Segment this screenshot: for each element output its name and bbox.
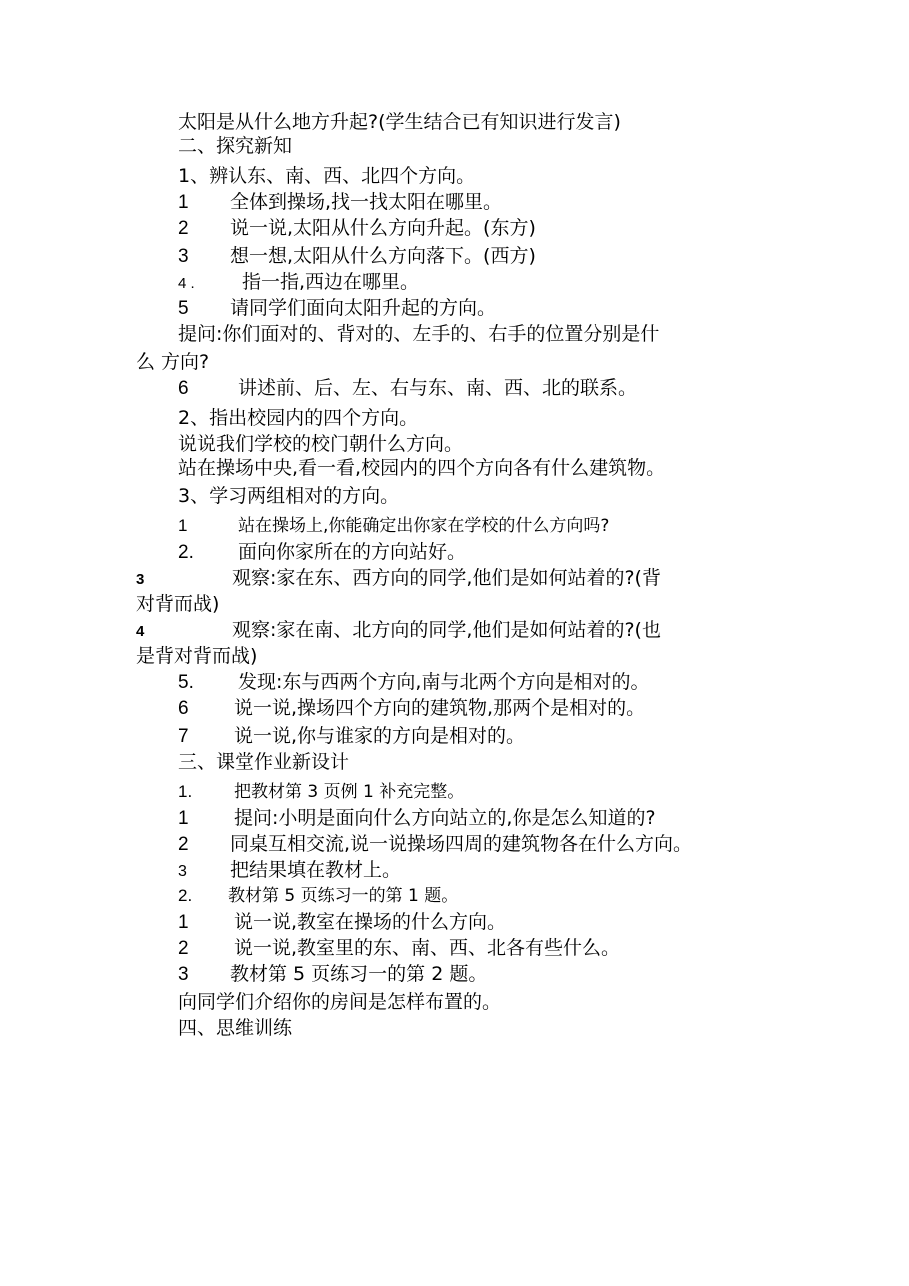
item-number: 2. xyxy=(178,886,193,905)
list-item xyxy=(136,618,661,644)
text-line xyxy=(136,644,257,668)
item-number: 3 xyxy=(136,571,145,588)
item-text: 说一说,你与谁家的方向是相对的。 xyxy=(234,725,526,747)
item-text: 教材第 5 页练习一的第 2 题。 xyxy=(230,963,488,985)
item-number: 4 xyxy=(136,623,145,640)
item-number: 1 xyxy=(178,912,189,933)
list-item xyxy=(178,884,458,908)
line-text: 么 方向? xyxy=(136,351,210,373)
text-line xyxy=(178,432,463,456)
item-text: 说一说,操场四个方向的建筑物,那两个是相对的。 xyxy=(234,697,646,719)
item-number: 2 xyxy=(178,834,189,855)
line-text: 向同学们介绍你的房间是怎样布置的。 xyxy=(178,991,502,1013)
item-text: 面向你家所在的方向站好。 xyxy=(238,541,467,563)
item-text: 提问:小明是面向什么方向站立的,你是怎么知道的? xyxy=(234,807,656,829)
list-item xyxy=(178,540,466,565)
item-text: 请同学们面向太阳升起的方向。 xyxy=(230,297,497,319)
list-item xyxy=(178,806,656,831)
item-text: 全体到操场,找一找太阳在哪里。 xyxy=(230,191,503,213)
text-line xyxy=(136,592,219,616)
item-number: 5 xyxy=(178,298,189,319)
item-text: 教材第 5 页练习一的第 1 题。 xyxy=(228,886,459,906)
subsection-heading xyxy=(178,406,418,430)
section-heading xyxy=(178,750,349,774)
list-item xyxy=(178,216,536,241)
list-item xyxy=(178,514,609,538)
item-number: 3 xyxy=(178,964,189,985)
item-number: 1 xyxy=(178,516,188,535)
list-item xyxy=(178,936,620,961)
item-text: 观察:家在南、北方向的同学,他们是如何站着的?(也 xyxy=(232,619,661,641)
item-text: 指一指,西边在哪里。 xyxy=(242,271,420,293)
line-text: 提问:你们面对的、背对的、左手的、右手的位置分别是什 xyxy=(178,323,660,345)
text-line xyxy=(178,110,621,134)
list-item xyxy=(178,296,496,321)
list-item xyxy=(178,780,464,804)
item-number: 2 xyxy=(178,218,189,239)
line-text: 站在操场中央,看一看,校园内的四个方向各有什么建筑物。 xyxy=(178,457,666,479)
line-text: 四、思维训练 xyxy=(178,1017,293,1039)
list-item xyxy=(178,670,649,695)
item-number: 6 xyxy=(178,698,189,719)
list-item xyxy=(178,376,637,401)
list-item xyxy=(178,244,536,269)
list-item xyxy=(178,190,502,215)
item-text: 观察:家在东、西方向的同学,他们是如何站着的?(背 xyxy=(232,567,661,589)
text-line xyxy=(178,990,501,1014)
section-heading xyxy=(178,1016,292,1040)
text-line xyxy=(178,322,659,346)
item-number: 1 xyxy=(178,192,189,213)
line-text: 三、课堂作业新设计 xyxy=(178,751,350,773)
list-item xyxy=(136,566,661,592)
item-number: 2 xyxy=(178,938,189,959)
item-number: 5. xyxy=(178,672,194,693)
item-number: 7 xyxy=(178,726,189,747)
subsection-heading xyxy=(178,164,475,188)
line-text: 太阳是从什么地方升起?(学生结合已有知识进行发言) xyxy=(178,111,621,133)
item-number: 2. xyxy=(178,542,194,563)
line-text: 二、探究新知 xyxy=(178,135,293,157)
list-item xyxy=(178,724,525,749)
item-text: 讲述前、后、左、右与东、南、西、北的联系。 xyxy=(238,377,638,399)
line-text: 3、学习两组相对的方向。 xyxy=(178,485,400,507)
item-number: 1. xyxy=(178,782,193,801)
item-number: 6 xyxy=(178,378,189,399)
line-text: 是背对背而战) xyxy=(136,645,258,667)
item-text: 说一说,太阳从什么方向升起。(东方) xyxy=(230,217,536,239)
item-text: 想一想,太阳从什么方向落下。(西方) xyxy=(230,245,536,267)
list-item xyxy=(178,962,487,987)
item-text: 说一说,教室里的东、南、西、北各有些什么。 xyxy=(234,937,621,959)
text-line xyxy=(178,456,665,480)
list-item xyxy=(178,832,692,857)
line-text: 2、指出校园内的四个方向。 xyxy=(178,407,419,429)
item-text: 发现:东与西两个方向,南与北两个方向是相对的。 xyxy=(238,671,650,693)
subsection-heading xyxy=(178,484,399,508)
section-heading xyxy=(178,134,292,158)
list-item xyxy=(178,696,645,721)
item-number: 3 xyxy=(178,246,189,267)
line-text: 1、辨认东、南、西、北四个方向。 xyxy=(178,165,476,187)
item-text: 把教材第 3 页例 1 补充完整。 xyxy=(234,782,465,802)
item-text: 把结果填在教材上。 xyxy=(230,859,402,881)
list-item xyxy=(178,910,506,935)
item-number: 3 xyxy=(178,863,187,880)
list-item xyxy=(178,270,419,296)
line-text: 对背而战) xyxy=(136,593,220,615)
item-text: 说一说,教室在操场的什么方向。 xyxy=(234,911,507,933)
text-line xyxy=(136,350,209,374)
item-number: 4 . xyxy=(178,275,195,292)
item-text: 同桌互相交流,说一说操场四周的建筑物各在什么方向。 xyxy=(230,833,693,855)
item-number: 1 xyxy=(178,808,189,829)
list-item xyxy=(178,858,401,884)
item-text: 站在操场上,你能确定出你家在学校的什么方向吗? xyxy=(238,516,610,536)
line-text: 说说我们学校的校门朝什么方向。 xyxy=(178,433,464,455)
